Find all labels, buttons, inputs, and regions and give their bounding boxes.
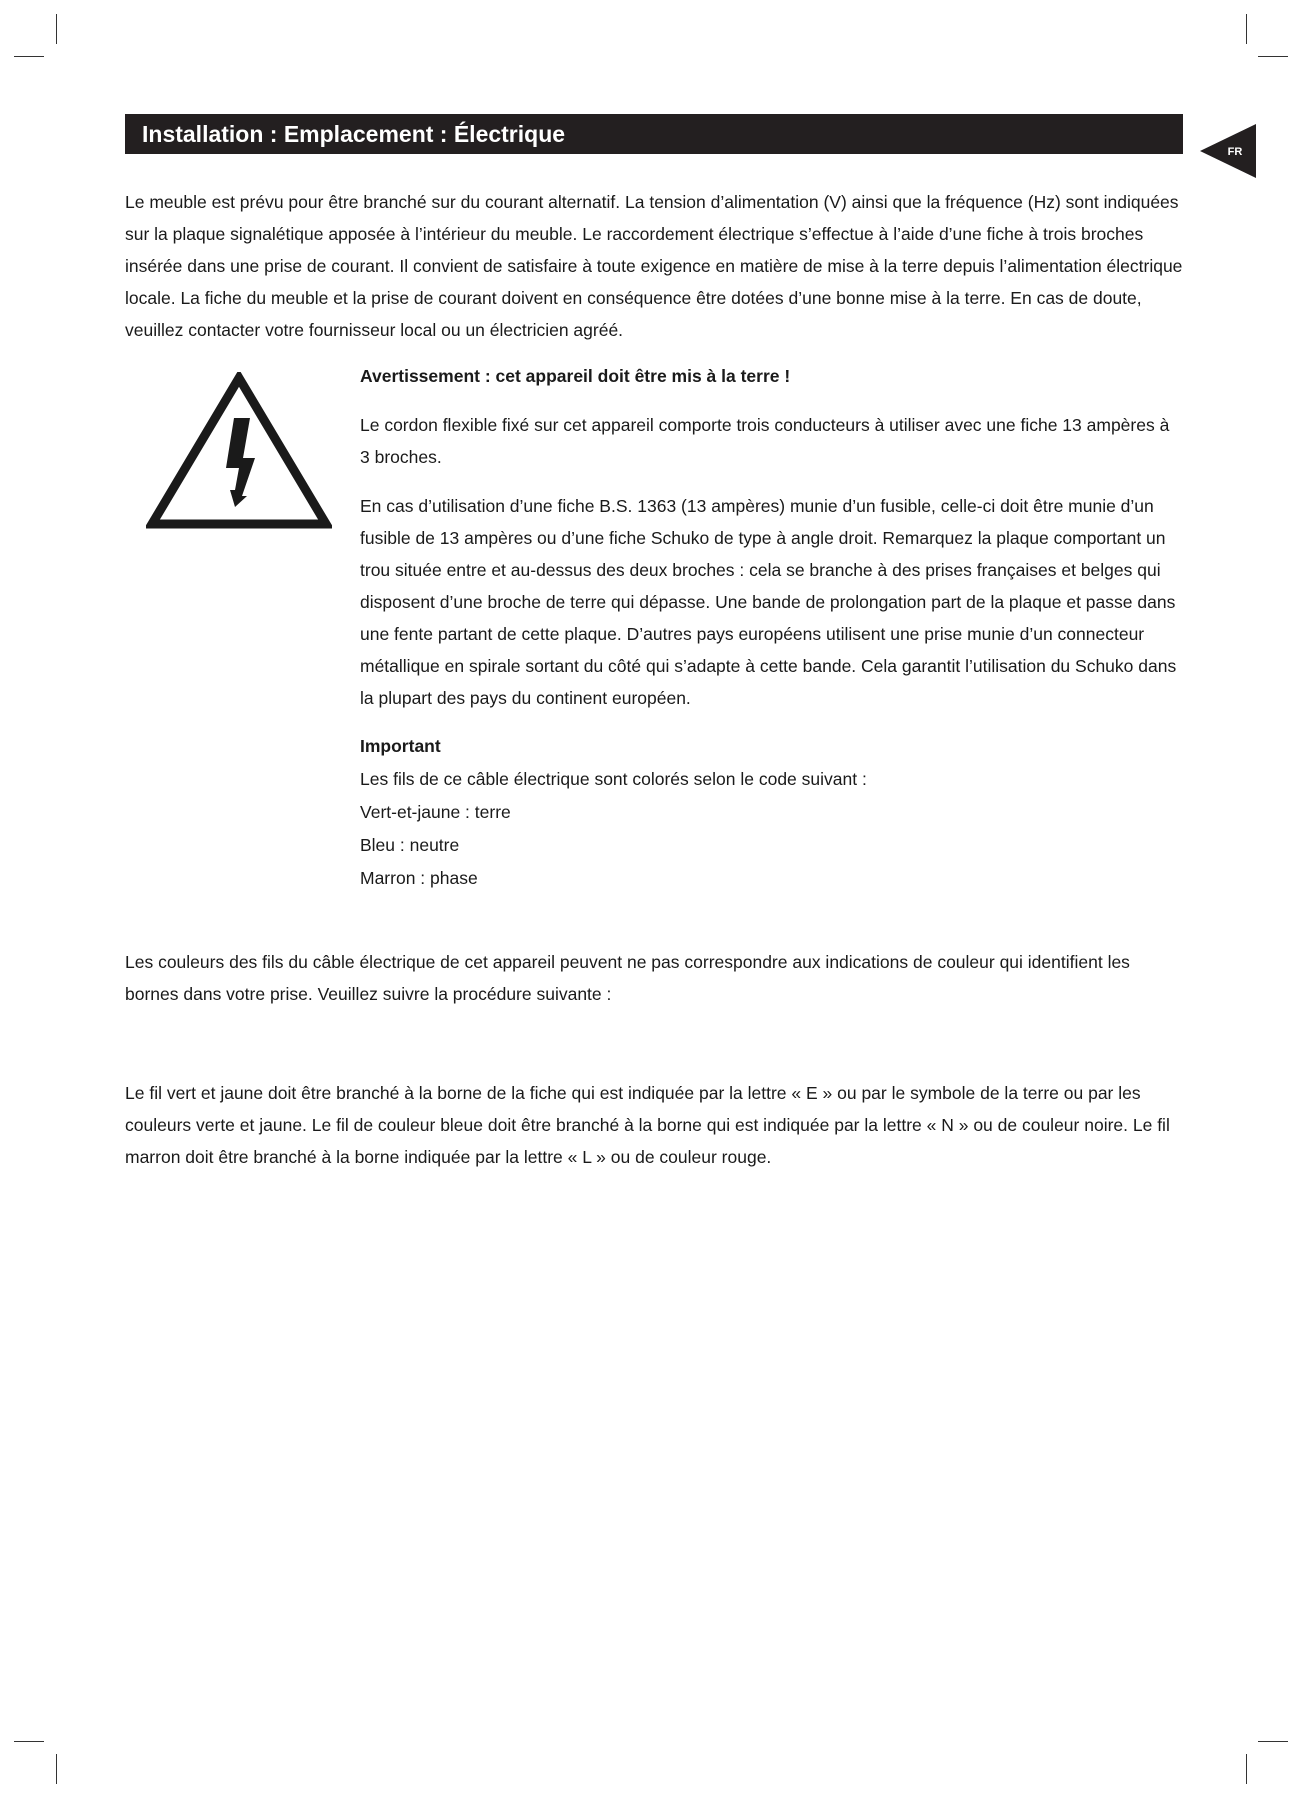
important-intro: Les fils de ce câble électrique sont colorés selon le code suivant : [360, 769, 867, 789]
language-tab-label: FR [1227, 146, 1243, 158]
page-title: Installation : Emplacement : Électrique [125, 114, 1183, 154]
crop-mark-top-right-h [1258, 56, 1288, 57]
wire-code-neutral: Bleu : neutre [360, 835, 460, 855]
electric-hazard-triangle-icon [146, 372, 332, 530]
crop-mark-bottom-left-h [14, 1741, 44, 1742]
intro-paragraph: Le meuble est prévu pour être branché sur du courant alternatif. La tension d’alimentation (V) ainsi que la fréquence (Hz) sont indiquées sur la plaque signalétique apposée à l’intérieur du meuble. Le raccordement électrique s’effectue à l’aide d’une fiche à trois broches insérée dans une prise de courant. Il convient de satisfaire à toute exigence en matière de mise à la terre depuis l’alimentation électrique locale. La fiche du meuble et la prise de courant doivent en conséquence être dotées d’une bonne mise à la terre. En cas de doute, veuillez contacter votre fournisseur local ou un électricien agréé. [125, 192, 1183, 340]
crop-mark-top-left-v [56, 14, 57, 44]
important-section [360, 730, 1182, 895]
language-tab [1200, 124, 1256, 178]
procedure-paragraph: Le fil vert et jaune doit être branché à la borne de la fiche qui est indiquée par la lettre « E » ou par le symbole de la terre ou par les couleurs verte et jaune. Le fil de couleur bleue doit être branché à la borne qui est indiquée par la lettre « N » ou de couleur noire. Le fil marron doit être branché à la borne indiquée par la lettre « L » ou de couleur rouge. [125, 1083, 1170, 1167]
warning-heading: Avertissement : cet appareil doit être mis à la terre ! [360, 366, 791, 386]
warning-section [360, 360, 1182, 714]
important-heading: Important [360, 736, 441, 756]
warning-paragraph-1: Le cordon flexible fixé sur cet appareil comporte trois conducteurs à utiliser avec une fiche 13 ampères à 3 broches. [360, 415, 1170, 467]
crop-mark-bottom-right-v [1246, 1754, 1247, 1784]
crop-mark-top-right-v [1246, 14, 1247, 44]
colours-note-paragraph: Les couleurs des fils du câble électrique de cet appareil peuvent ne pas correspondre aux indications de couleur qui identifient les bornes dans votre prise. Veuillez suivre la procédure suivante : [125, 952, 1130, 1004]
language-tab-triangle-icon [1200, 124, 1256, 178]
wire-code-phase: Marron : phase [360, 868, 478, 888]
warning-paragraph-2: En cas d’utilisation d’une fiche B.S. 1363 (13 ampères) munie d’un fusible, celle-ci doit être munie d’un fusible de 13 ampères ou d’une fiche Schuko de type à angle droit. Remarquez la plaque comportant un trou située entre et au-dessus des deux broches : cela se branche à des prises françaises et belges qui disposent d’une broche de terre qui dépasse. Une bande de prolongation part de la plaque et passe dans une fente partant de cette plaque. D’autres pays européens utilisent une prise munie d’un connecteur métallique en spirale sortant du côté qui s’adapte à cette bande. Cela garantit l’utilisation du Schuko dans la plupart des pays du continent européen. [360, 496, 1177, 708]
wire-code-earth: Vert-et-jaune : terre [360, 802, 511, 822]
crop-mark-top-left-h [14, 56, 44, 57]
crop-mark-bottom-right-h [1258, 1741, 1288, 1742]
crop-mark-bottom-left-v [56, 1754, 57, 1784]
